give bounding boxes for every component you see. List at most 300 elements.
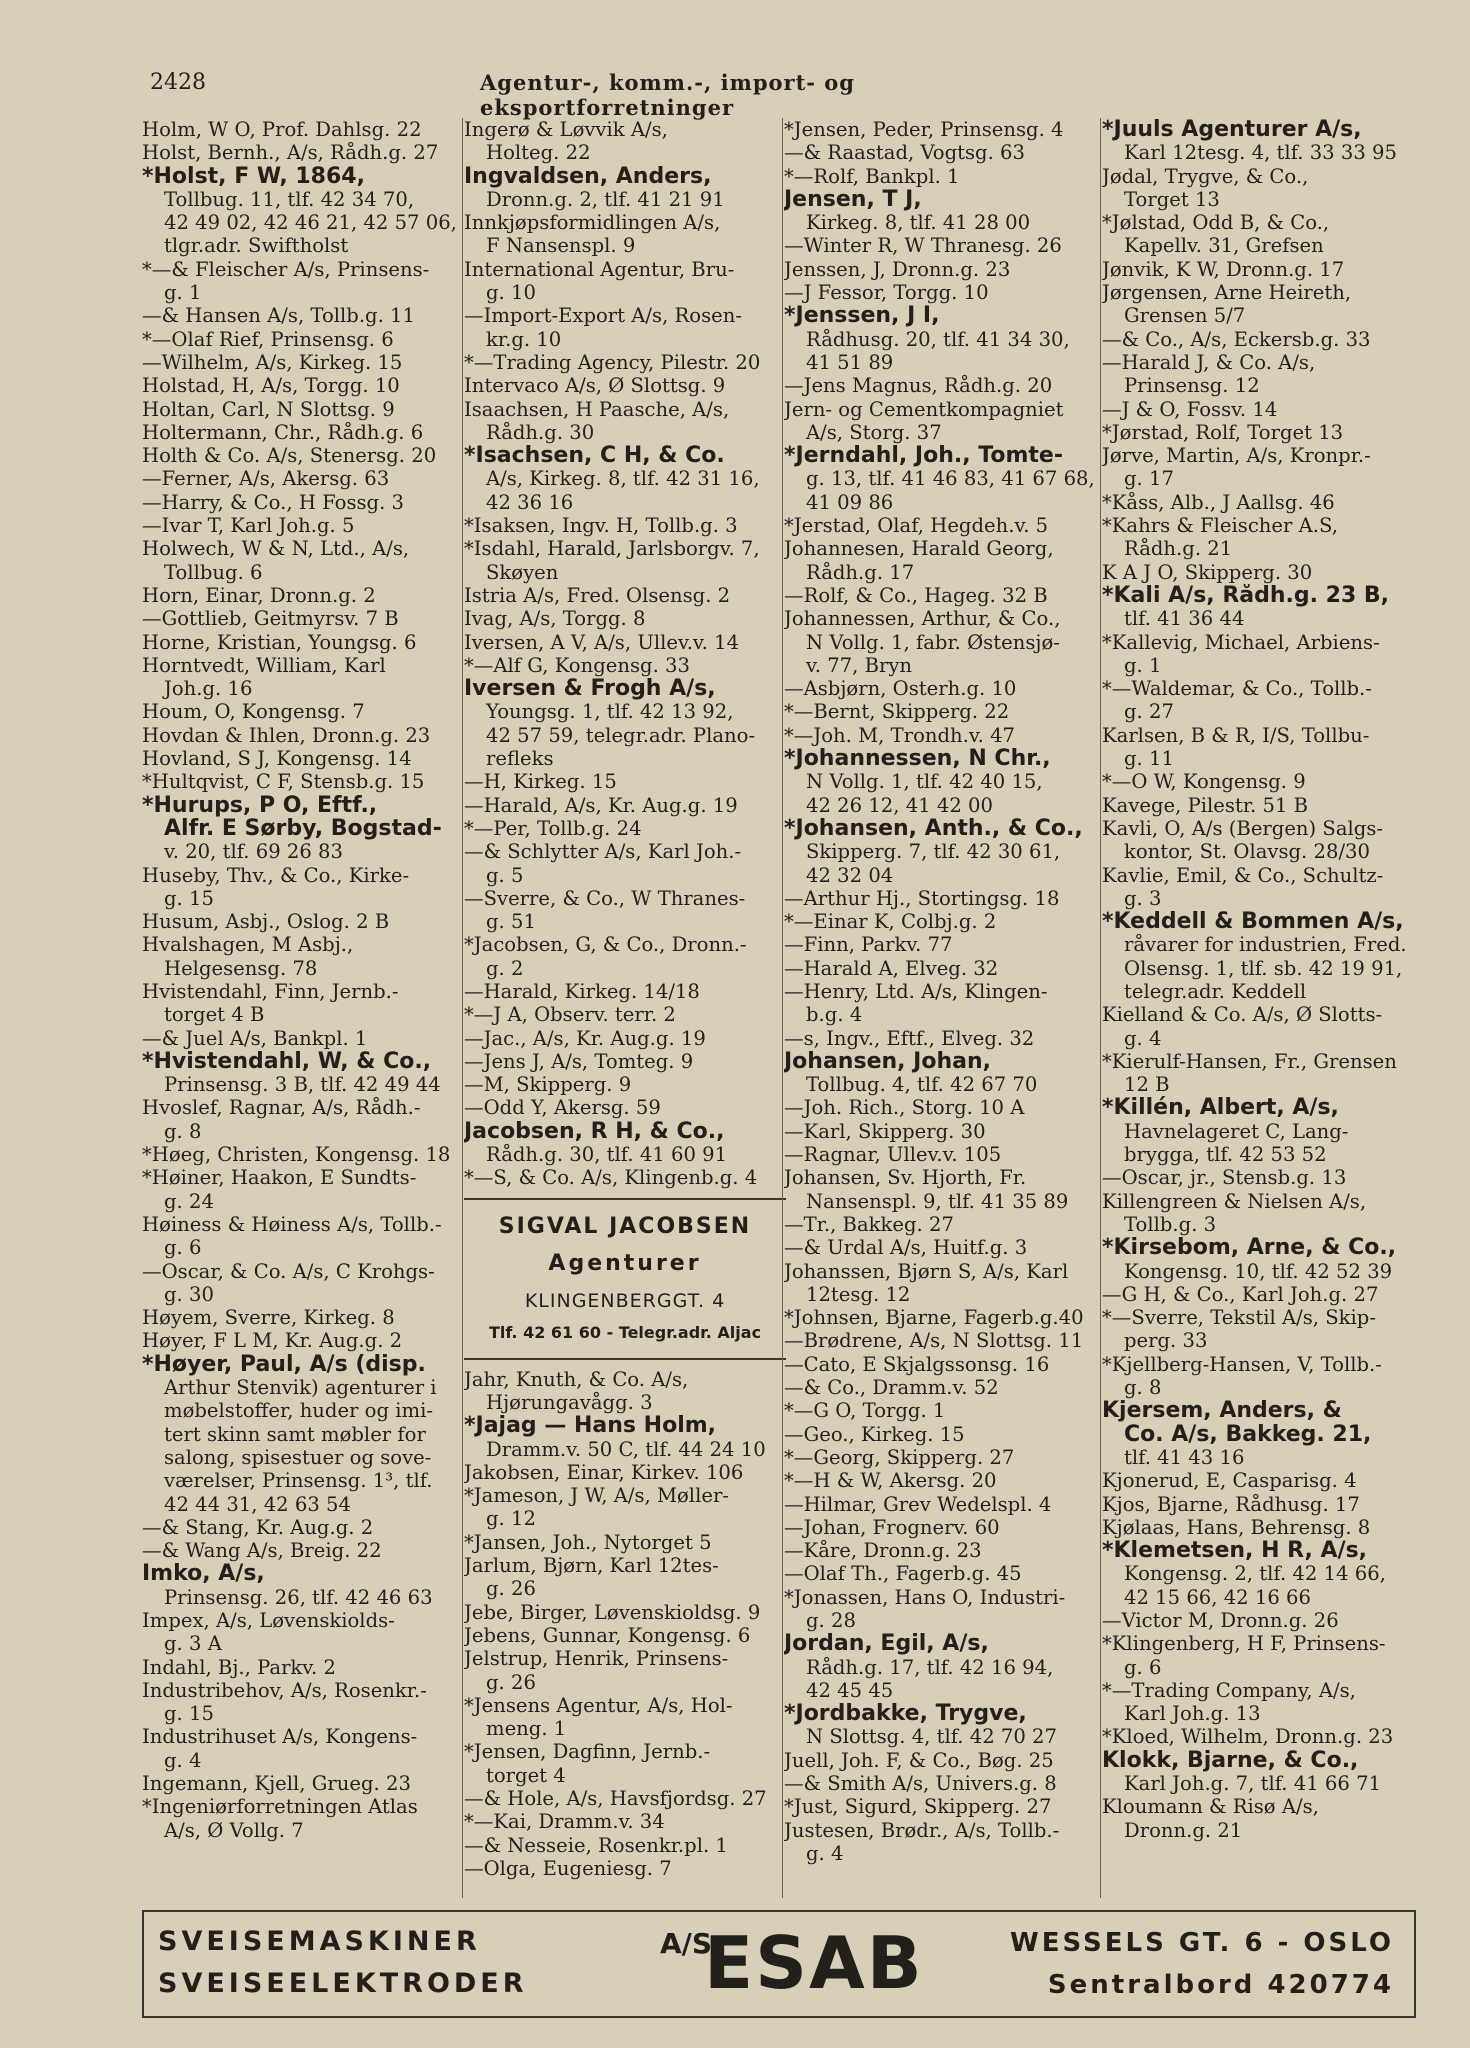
ad-subtitle: Agenturer — [548, 1250, 702, 1276]
directory-entry-line: Dronn.g. 21 — [1124, 1818, 1243, 1842]
directory-entry-line: Karl Joh.g. 7, tlf. 41 66 71 — [1124, 1772, 1382, 1796]
directory-entry-line: Kavlie, Emil, & Co., Schultz- — [1102, 863, 1384, 887]
directory-entry-line: g. 17 — [1124, 467, 1174, 491]
directory-entry-line: —& Smith A/s, Univers.g. 8 — [784, 1772, 1057, 1796]
directory-entry-line: —Johan, Frognerv. 60 — [784, 1515, 1000, 1539]
directory-entry-line: Rådh.g. 30 — [486, 420, 595, 444]
directory-entry-line: —Wilhelm, A/s, Kirkeg. 15 — [142, 350, 403, 374]
directory-entry-line: Olsensg. 1, tlf. sb. 42 19 91, — [1124, 956, 1403, 980]
directory-entry-line: *Jajag — Hans Holm, — [464, 1414, 717, 1438]
directory-entry-line: *—Georg, Skipperg. 27 — [784, 1445, 1015, 1469]
directory-entry-line: Helgesensg. 78 — [164, 956, 318, 980]
directory-entry-line: Holstad, H, A/s, Torgg. 10 — [142, 374, 400, 398]
directory-entry-line: Imko, A/s, — [142, 1562, 265, 1586]
directory-entry-line: *Jensens Agentur, A/s, Hol- — [464, 1693, 733, 1717]
directory-entry-line: —& Stang, Kr. Aug.g. 2 — [142, 1515, 374, 1539]
directory-entry-line: Justesen, Brødr., A/s, Tollb.- — [784, 1818, 1060, 1842]
directory-entry-line: g. 30 — [164, 1282, 214, 1306]
directory-entry-line: —s, Ingv., Eftf., Elveg. 32 — [784, 1026, 1035, 1050]
directory-entry-line: Industrihuset A/s, Kongens- — [142, 1725, 418, 1749]
directory-entry-line: 42 57 59, telegr.adr. Plano- — [486, 723, 756, 747]
directory-entry-line: g. 12 — [486, 1507, 536, 1531]
directory-entry-line: g. 8 — [1124, 1376, 1162, 1400]
directory-entry-line: Holth & Co. A/s, Stenersg. 20 — [142, 444, 437, 468]
directory-entry-line: v. 20, tlf. 69 26 83 — [164, 840, 343, 864]
directory-entry-line: —Jens J, A/s, Tomteg. 9 — [464, 1049, 694, 1073]
directory-entry-line: *—Sverre, Tekstil A/s, Skip- — [1102, 1306, 1376, 1330]
directory-entry-line: Rådhusg. 20, tlf. 41 34 30, — [806, 327, 1070, 351]
directory-entry-line: Jønvik, K W, Dronn.g. 17 — [1102, 257, 1345, 281]
directory-entry-line: Rådh.g. 17 — [806, 560, 915, 584]
directory-entry-line: Torget 13 — [1124, 187, 1220, 211]
directory-entry-line: —H, Kirkeg. 15 — [464, 770, 617, 794]
directory-entry-line: Kongensg. 10, tlf. 42 52 39 — [1124, 1259, 1393, 1283]
directory-entry-line: Havnelageret C, Lang- — [1124, 1119, 1349, 1143]
directory-entry-line: telegr.adr. Keddell — [1124, 979, 1307, 1003]
directory-entry-line: g. 1 — [1124, 653, 1162, 677]
directory-entry-line: *Kali A/s, Rådh.g. 23 B, — [1102, 583, 1390, 608]
directory-entry-line: A/s, Ø Vollg. 7 — [164, 1818, 304, 1842]
directory-entry-line: A/s, Kirkeg. 8, tlf. 42 31 16, — [486, 467, 760, 491]
directory-entry-line: *—Trading Company, A/s, — [1102, 1678, 1356, 1702]
directory-entry-line: Killengreen & Nielsen A/s, — [1102, 1189, 1367, 1213]
directory-entry-line: g. 10 — [486, 281, 536, 305]
directory-entry-line: Johanssen, Bjørn S, A/s, Karl — [784, 1259, 1069, 1283]
directory-entry-line: Iversen & Frogh A/s, — [464, 677, 716, 701]
directory-entry-line: Joh.g. 16 — [164, 677, 253, 701]
directory-entry-line: —Joh. Rich., Storg. 10 A — [784, 1096, 1025, 1120]
directory-entry-line: —Karl, Skipperg. 30 — [784, 1119, 986, 1143]
directory-entry-line: g. 5 — [486, 863, 524, 887]
directory-entry-line: —& Co., A/s, Eckersb.g. 33 — [1102, 327, 1371, 351]
directory-entry-line: *Kjellberg-Hansen, V, Tollb.- — [1102, 1352, 1382, 1376]
directory-entry-line: —Olaf Th., Fagerb.g. 45 — [784, 1562, 1022, 1586]
directory-entry-line: 42 49 02, 42 46 21, 42 57 06, — [164, 211, 457, 235]
ad-right-line-2: Sentralbord 420774 — [1047, 1970, 1394, 2000]
directory-entry-line: brygga, tlf. 42 53 52 — [1124, 1143, 1327, 1167]
directory-entry-line: *—Per, Tollb.g. 24 — [464, 816, 642, 840]
directory-entry-line: *—J A, Observ. terr. 2 — [464, 1003, 676, 1027]
directory-entry-line: Nansenspl. 9, tlf. 41 35 89 — [806, 1189, 1069, 1213]
directory-entry-line: Karlsen, B & R, I/S, Tollbu- — [1102, 723, 1370, 747]
directory-entry-line: —& Hansen A/s, Tollb.g. 11 — [142, 304, 415, 328]
directory-entry-line: Alfr. E Sørby, Bogstad- — [164, 816, 442, 841]
directory-entry-line: Horn, Einar, Dronn.g. 2 — [142, 583, 376, 607]
directory-entry-line: *—Joh. M, Trondh.v. 47 — [784, 723, 1016, 747]
directory-entry-line: Tollbug. 6 — [164, 560, 263, 584]
directory-entry-line: Johannesen, Harald Georg, — [784, 537, 1054, 561]
sigval-jacobsen-ad — [464, 1198, 786, 1360]
directory-entry-line: —& Hole, A/s, Havsfjordsg. 27 — [464, 1787, 767, 1810]
directory-entry-line: —Victor M, Dronn.g. 26 — [1102, 1609, 1339, 1632]
directory-entry-line: g. 6 — [164, 1236, 202, 1260]
directory-entry-line: g. 28 — [806, 1609, 856, 1632]
directory-entry-line: g. 13, tlf. 41 46 83, 41 67 68, — [806, 467, 1095, 491]
directory-entry-line: *Jameson, J W, A/s, Møller- — [464, 1484, 729, 1508]
directory-entry-line: Kjølaas, Hans, Behrensg. 8 — [1102, 1515, 1371, 1539]
directory-entry-line: Karl 12tesg. 4, tlf. 33 33 95 — [1124, 141, 1397, 165]
directory-entry-line: Skipperg. 7, tlf. 42 30 61, — [806, 840, 1061, 864]
directory-entry-line: *Just, Sigurd, Skipperg. 27 — [784, 1795, 1052, 1819]
directory-entry-line: 42 45 45 — [806, 1678, 894, 1702]
directory-entry-line: *Jølstad, Odd B, & Co., — [1102, 211, 1330, 235]
directory-entry-line: *Isachsen, C H, & Co. — [464, 444, 725, 468]
directory-entry-line: Ivag, A/s, Torgg. 8 — [464, 607, 646, 631]
directory-entry-line: *Kåss, Alb., J Aallsg. 46 — [1102, 490, 1335, 514]
directory-entry-line: *Jordbakke, Trygve, — [784, 1702, 1027, 1726]
directory-entry-line: Jarlum, Bjørn, Karl 12tes- — [464, 1554, 719, 1578]
directory-entry-line: Holst, Bernh., A/s, Rådh.g. 27 — [142, 141, 439, 165]
ad-right-line-1: WESSELS GT. 6 - OSLO — [1010, 1928, 1394, 1958]
directory-entry-line: —Oscar, & Co. A/s, C Krohgs- — [142, 1259, 435, 1283]
ad-address: KLINGENBERGGT. 4 — [524, 1289, 726, 1312]
directory-entry-line: Horne, Kristian, Youngsg. 6 — [142, 630, 417, 654]
directory-entry-line: *Holst, F W, 1864, — [142, 164, 365, 188]
directory-entry-line: International Agentur, Bru- — [464, 257, 735, 281]
directory-entry-line: Kloumann & Risø A/s, — [1102, 1795, 1319, 1819]
directory-entry-line: 41 51 89 — [806, 350, 894, 374]
directory-entry-line: *—G O, Torgg. 1 — [784, 1399, 946, 1423]
directory-entry-line: Rådh.g. 21 — [1124, 537, 1233, 561]
directory-entry-line: —G H, & Co., Karl Joh.g. 27 — [1102, 1282, 1379, 1306]
directory-entry-line: *Jonassen, Hans O, Industri- — [784, 1585, 1066, 1609]
directory-entry-line: Houm, O, Kongensg. 7 — [142, 700, 365, 724]
page-number: 2428 — [150, 70, 206, 95]
directory-entry-line: Skøyen — [486, 560, 559, 584]
directory-entry-line: —Jac., A/s, Kr. Aug.g. 19 — [464, 1026, 706, 1050]
directory-entry-line: —Rolf, & Co., Hageg. 32 B — [784, 583, 1048, 607]
directory-entry-line: Johansen, Sv. Hjorth, Fr. — [784, 1166, 1027, 1190]
directory-entry-line: —Henry, Ltd. A/s, Klingen- — [784, 979, 1048, 1003]
directory-entry-line: Johannessen, Arthur, & Co., — [784, 607, 1061, 631]
directory-entry-line: Iversen, A V, A/s, Ullev.v. 14 — [464, 630, 740, 654]
ad-contact: Tlf. 42 61 60 - Telegr.adr. Aljac — [488, 1322, 762, 1342]
directory-entry-line: Hvistendahl, Finn, Jernb.- — [142, 979, 399, 1003]
directory-entry-line: Grensen 5/7 — [1124, 304, 1246, 328]
directory-entry-line: Kavege, Pilestr. 51 B — [1102, 793, 1309, 817]
directory-entry-line: Ingemann, Kjell, Grueg. 23 — [142, 1772, 411, 1796]
directory-entry-line: Holwech, W & N, Ltd., A/s, — [142, 537, 410, 561]
directory-entry-line: *—Olaf Rief, Prinsensg. 6 — [142, 327, 394, 351]
directory-entry-line: —Arthur Hj., Stortingsg. 18 — [784, 886, 1060, 910]
directory-entry-line: Rådh.g. 17, tlf. 42 16 94, — [806, 1655, 1054, 1679]
directory-entry-line: v. 77, Bryn — [806, 653, 913, 677]
directory-entry-line: Jahr, Knuth, & Co. A/s, — [464, 1367, 689, 1391]
directory-entry-line: *—O W, Kongensg. 9 — [1102, 770, 1306, 794]
directory-entry-line: —Kåre, Dronn.g. 23 — [784, 1539, 982, 1563]
directory-entry-line: Juell, Joh. F, & Co., Bøg. 25 — [784, 1748, 1054, 1772]
directory-entry-line: *Kallevig, Michael, Arbiens- — [1102, 630, 1380, 654]
esab-logo: ESAB — [704, 1921, 924, 2005]
directory-entry-line: —Harald A, Elveg. 32 — [784, 956, 999, 980]
ad-left-line-1: SVEISEMASKINER — [158, 1926, 481, 1957]
directory-entry-line: —& Wang A/s, Breig. 22 — [142, 1539, 382, 1563]
directory-entry-line: Huseby, Thv., & Co., Kirke- — [142, 863, 410, 887]
directory-entry-line: *Kloed, Wilhelm, Dronn.g. 23 — [1102, 1725, 1394, 1749]
directory-entry-line: g. 3 A — [164, 1632, 222, 1656]
directory-entry-line: *—H & W, Akersg. 20 — [784, 1469, 997, 1493]
directory-entry-line: *Høeg, Christen, Kongensg. 18 — [142, 1143, 451, 1167]
directory-entry-line: salong, spisestuer og sove- — [164, 1445, 432, 1469]
esab-logo-prefix: A/S — [660, 1927, 713, 1960]
directory-entry-line: Ingerø & Løvvik A/s, — [464, 118, 668, 141]
directory-entry-line: —Brødrene, A/s, N Slottsg. 11 — [784, 1329, 1084, 1353]
directory-entry-line: Kielland & Co. A/s, Ø Slotts- — [1102, 1003, 1383, 1027]
directory-entry-line: Jacobsen, R H, & Co., — [464, 1119, 725, 1144]
directory-entry-line: *Jansen, Joh., Nytorget 5 — [464, 1530, 712, 1554]
directory-entry-line: Jødal, Trygve, & Co., — [1102, 164, 1309, 188]
directory-entry-line: —Gottlieb, Geitmyrsv. 7 B — [142, 607, 399, 631]
ad-left-line-2: SVEISEELEKTRODER — [158, 1968, 528, 1999]
directory-entry-line: meng. 1 — [486, 1717, 567, 1741]
directory-entry-line: *Høyer, Paul, A/s (disp. — [142, 1352, 426, 1377]
directory-entry-line: —Jens Magnus, Rådh.g. 20 — [784, 374, 1053, 398]
directory-entry-line: Intervaco A/s, Ø Slottsg. 9 — [464, 374, 726, 398]
directory-entry-line: —& Raastad, Vogtsg. 63 — [784, 141, 1025, 165]
directory-entry-line: F Nansenspl. 9 — [486, 234, 636, 258]
directory-entry-line: N Vollg. 1, fabr. Østensjø- — [806, 630, 1060, 654]
directory-entry-line: Dronn.g. 2, tlf. 41 21 91 — [486, 187, 725, 211]
directory-entry-line: 42 44 31, 42 63 54 — [164, 1492, 351, 1516]
directory-entry-line: —Finn, Parkv. 77 — [784, 933, 953, 957]
directory-entry-line: Karl Joh.g. 13 — [1124, 1702, 1261, 1726]
directory-entry-line: —Sverre, & Co., W Thranes- — [464, 886, 746, 910]
directory-entry-line: Klokk, Bjarne, & Co., — [1102, 1748, 1359, 1773]
directory-entry-line: —Winter R, W Thranesg. 26 — [784, 234, 1062, 258]
directory-entry-line: tlf. 41 43 16 — [1124, 1445, 1245, 1469]
directory-entry-line: Arthur Stenvik) agenturer i — [164, 1376, 437, 1400]
directory-entry-line: Jensen, T J, — [784, 187, 922, 212]
directory-entry-line: g. 2 — [486, 956, 524, 980]
directory-entry-line: N Slottsg. 4, tlf. 42 70 27 — [806, 1725, 1057, 1749]
directory-entry-line: Innkjøpsformidlingen A/s, — [464, 211, 721, 235]
directory-entry-line: Rådh.g. 30, tlf. 41 60 91 — [486, 1143, 728, 1167]
directory-entry-line: *Kirsebom, Arne, & Co., — [1102, 1236, 1397, 1260]
directory-entry-line: Holteg. 22 — [486, 141, 591, 165]
directory-entry-line: tert skinn samt møbler for — [164, 1422, 426, 1446]
directory-entry-line: Hvalshagen, M Asbj., — [142, 933, 354, 957]
directory-entry-line: g. 15 — [164, 886, 214, 910]
directory-entry-line: —Harald, A/s, Kr. Aug.g. 19 — [464, 793, 738, 817]
directory-entry-line: Jern- og Cementkompagniet — [784, 397, 1064, 421]
directory-entry-line: g. 3 — [1124, 886, 1162, 910]
directory-entry-line: *Killén, Albert, A/s, — [1102, 1096, 1339, 1120]
directory-entry-line: Jørve, Martin, A/s, Kronpr.- — [1102, 444, 1371, 468]
directory-entry-line: Horntvedt, William, Karl — [142, 653, 386, 677]
directory-entry-line: 42 36 16 — [486, 490, 574, 514]
directory-entry-line: Johansen, Johan, — [784, 1049, 991, 1074]
directory-entry-line: g. 6 — [1124, 1655, 1162, 1679]
directory-entry-line: g. 26 — [486, 1670, 536, 1694]
directory-entry-line: g. 26 — [486, 1577, 536, 1601]
directory-entry-line: Kapellv. 31, Grefsen — [1124, 234, 1324, 258]
directory-entry-line: Holtermann, Chr., Rådh.g. 6 — [142, 420, 424, 444]
directory-entry-line: —M, Skipperg. 9 — [464, 1073, 632, 1097]
directory-entry-line: torget 4 — [486, 1763, 566, 1787]
directory-entry-line: *Hvistendahl, W, & Co., — [142, 1049, 432, 1074]
directory-entry-line: Ingvaldsen, Anders, — [464, 164, 712, 188]
directory-entry-line: 12tesg. 12 — [806, 1282, 911, 1306]
directory-entry-line: —Ferner, A/s, Akersg. 63 — [142, 467, 390, 491]
directory-entry-line: *Jerndahl, Joh., Tomte- — [784, 444, 1063, 468]
column-divider — [782, 118, 783, 1898]
directory-entry-line: *Hurups, P O, Eftf., — [142, 793, 378, 817]
directory-entry-line: kr.g. 10 — [486, 327, 562, 351]
directory-entry-line: Prinsensg. 26, tlf. 42 46 63 — [164, 1585, 433, 1609]
directory-entry-line: *Kahrs & Fleischer A.S, — [1102, 514, 1338, 538]
directory-entry-line: *Klemetsen, H R, A/s, — [1102, 1539, 1368, 1563]
directory-entry-line: refleks — [486, 747, 554, 771]
directory-entry-line: kontor, St. Olavsg. 28/30 — [1124, 840, 1370, 864]
directory-entry-line: Jebens, Gunnar, Kongensg. 6 — [464, 1623, 751, 1647]
directory-entry-line: møbelstoffer, huder og imi- — [164, 1399, 433, 1423]
column-divider — [462, 118, 463, 1898]
directory-entry-line: g. 4 — [806, 1841, 844, 1865]
directory-entry-line: Kongensg. 2, tlf. 42 14 66, — [1124, 1562, 1386, 1586]
directory-entry-line: 12 B — [1124, 1073, 1170, 1097]
directory-entry-line: —& Urdal A/s, Huitf.g. 3 — [784, 1236, 1028, 1260]
column-2 — [464, 118, 786, 1898]
directory-entry-line: Holm, W O, Prof. Dahlsg. 22 — [142, 118, 422, 141]
directory-entry-line: —Ivar T, Karl Joh.g. 5 — [142, 514, 355, 538]
directory-entry-line: Kirkeg. 8, tlf. 41 28 00 — [806, 211, 1031, 235]
directory-entry-line: *Hultqvist, C F, Stensb.g. 15 — [142, 770, 425, 794]
directory-entry-line: Kjersem, Anders, & — [1102, 1399, 1342, 1423]
directory-entry-line: Jordan, Egil, A/s, — [784, 1632, 989, 1656]
directory-entry-line: —Harald J, & Co. A/s, — [1102, 350, 1316, 374]
directory-entry-line: —Tr., Bakkeg. 27 — [784, 1212, 954, 1236]
directory-entry-line: Jørgensen, Arne Heireth, — [1102, 281, 1352, 305]
directory-entry-line: —Cato, E Skjalgssonsg. 16 — [784, 1352, 1050, 1376]
directory-entry-line: Industribehov, A/s, Rosenkr.- — [142, 1678, 427, 1702]
directory-entry-line: Dramm.v. 50 C, tlf. 44 24 10 — [486, 1437, 766, 1461]
directory-entry-line: N Vollg. 1, tlf. 42 40 15, — [806, 770, 1043, 794]
directory-entry-line: *—Rolf, Bankpl. 1 — [784, 164, 960, 188]
directory-entry-line: —Odd Y, Akersg. 59 — [464, 1096, 661, 1120]
directory-entry-line: *Høiner, Haakon, E Sundts- — [142, 1166, 417, 1190]
directory-entry-line: Kavli, O, A/s (Bergen) Salgs- — [1102, 816, 1384, 840]
directory-entry-line: —& Juel A/s, Bankpl. 1 — [142, 1026, 368, 1050]
directory-entry-line: Prinsensg. 3 B, tlf. 42 49 44 — [164, 1073, 441, 1097]
directory-entry-line: K A J O, Skipperg. 30 — [1102, 560, 1313, 584]
directory-entry-line: g. 11 — [1124, 747, 1174, 771]
directory-entry-line: *Jacobsen, G, & Co., Dronn.- — [464, 933, 747, 957]
directory-entry-line: torget 4 B — [164, 1003, 265, 1027]
directory-entry-line: b.g. 4 — [806, 1003, 863, 1027]
column-4 — [1102, 118, 1424, 1898]
directory-entry-line: *Johnsen, Bjarne, Fagerb.g.40 — [784, 1306, 1084, 1330]
esab-advertisement — [142, 1910, 1416, 2018]
directory-entry-line: værelser, Prinsensg. 1³, tlf. — [164, 1469, 433, 1493]
directory-entry-line: Hjørungavågg. 3 — [486, 1390, 653, 1414]
directory-entry-line: g. 1 — [164, 281, 202, 305]
directory-entry-line: Tollbug. 11, tlf. 42 34 70, — [164, 187, 415, 211]
directory-entry-line: *Johannessen, N Chr., — [784, 747, 1051, 771]
directory-entry-line: perg. 33 — [1124, 1329, 1208, 1353]
directory-entry-line: g. 51 — [486, 910, 536, 934]
directory-entry-line: *—Waldemar, & Co., Tollb.- — [1102, 677, 1372, 701]
directory-entry-line: —Harald, Kirkeg. 14/18 — [464, 979, 700, 1003]
directory-entry-line: g. 8 — [164, 1119, 202, 1143]
directory-entry-line: g. 15 — [164, 1702, 214, 1726]
directory-entry-line: —& Nesseie, Rosenkr.pl. 1 — [464, 1833, 728, 1857]
directory-entry-line: råvarer for industrien, Fred. — [1124, 933, 1407, 957]
directory-entry-line: *Jerstad, Olaf, Hegdeh.v. 5 — [784, 514, 1049, 538]
directory-entry-line: *Isaksen, Ingv. H, Tollb.g. 3 — [464, 514, 738, 538]
directory-entry-line: Hovdan & Ihlen, Dronn.g. 23 — [142, 723, 431, 747]
directory-entry-line: Jelstrup, Henrik, Prinsens- — [464, 1647, 729, 1671]
directory-entry-line: —Hilmar, Grev Wedelspl. 4 — [784, 1492, 1052, 1516]
directory-entry-line: Hovland, S J, Kongensg. 14 — [142, 747, 412, 771]
directory-entry-line: Youngsg. 1, tlf. 42 13 92, — [486, 700, 734, 724]
directory-entry-line: Holtan, Carl, N Slottsg. 9 — [142, 397, 395, 421]
directory-entry-line: g. 24 — [164, 1189, 214, 1213]
directory-entry-line: Hvoslef, Ragnar, A/s, Rådh.- — [142, 1096, 421, 1120]
directory-entry-line: *—Alf G, Kongensg. 33 — [464, 653, 690, 677]
directory-entry-line: g. 4 — [1124, 1026, 1162, 1050]
directory-entry-line: *—S, & Co. A/s, Klingenb.g. 4 — [464, 1166, 758, 1190]
directory-entry-line: 41 09 86 — [806, 490, 894, 514]
ad-name: SIGVAL JACOBSEN — [498, 1213, 752, 1239]
directory-entry-line: Kjonerud, E, Casparisg. 4 — [1102, 1469, 1357, 1493]
directory-entry-line: Isaachsen, H Paasche, A/s, — [464, 397, 730, 421]
column-divider — [1100, 118, 1101, 1898]
directory-entry-line: Høyem, Sverre, Kirkeg. 8 — [142, 1306, 395, 1330]
column-1 — [142, 118, 464, 1898]
directory-entry-line: *Isdahl, Harald, Jarlsborgv. 7, — [464, 537, 760, 561]
directory-entry-line: *Klingenberg, H F, Prinsens- — [1102, 1632, 1386, 1656]
directory-entry-line: Kjos, Bjarne, Rådhusg. 17 — [1102, 1492, 1360, 1516]
directory-entry-line: *—& Fleischer A/s, Prinsens- — [142, 257, 430, 281]
directory-entry-line: *Jensen, Peder, Prinsensg. 4 — [784, 118, 1064, 141]
directory-entry-line: Impex, A/s, Løvenskiolds- — [142, 1609, 395, 1632]
directory-entry-line: *Johansen, Anth., & Co., — [784, 816, 1083, 841]
page-title: Agentur-, komm.-, import- og eksportforretninger — [480, 70, 855, 120]
directory-entry-line: *Ingeniørforretningen Atlas — [142, 1795, 418, 1819]
directory-entry-line: Istria A/s, Fred. Olsensg. 2 — [464, 583, 731, 607]
directory-entry-line: Tollbug. 4, tlf. 42 67 70 — [806, 1073, 1038, 1097]
directory-entry-line: *—Kai, Dramm.v. 34 — [464, 1810, 665, 1834]
directory-entry-line: —Ragnar, Ullev.v. 105 — [784, 1143, 1002, 1167]
directory-entry-line: Husum, Asbj., Oslog. 2 B — [142, 910, 390, 934]
directory-entry-line: —Asbjørn, Osterh.g. 10 — [784, 677, 1017, 701]
directory-entry-line: —& Schlytter A/s, Karl Joh.- — [464, 840, 742, 864]
directory-entry-line: *Jørstad, Rolf, Torget 13 — [1102, 420, 1344, 444]
directory-entry-line: Høiness & Høiness A/s, Tollb.- — [142, 1212, 442, 1236]
directory-entry-line: 42 26 12, 41 42 00 — [806, 793, 993, 817]
directory-entry-line: tlf. 41 36 44 — [1124, 607, 1245, 631]
directory-entry-line: —Harry, & Co., H Fossg. 3 — [142, 490, 405, 514]
directory-entry-line: tlgr.adr. Swiftholst — [164, 234, 349, 258]
directory-entry-line: *Keddell & Bommen A/s, — [1102, 910, 1404, 934]
directory-entry-line: A/s, Storg. 37 — [806, 420, 942, 444]
directory-entry-line: *Jensen, Dagfinn, Jernb.- — [464, 1740, 711, 1764]
directory-entry-line: *Juuls Agenturer A/s, — [1102, 118, 1362, 142]
directory-entry-line: Jebe, Birger, Løvenskioldsg. 9 — [464, 1600, 761, 1624]
directory-entry-line: *—Trading Agency, Pilestr. 20 — [464, 350, 761, 374]
directory-entry-line: *—Bernt, Skipperg. 22 — [784, 700, 1010, 724]
directory-entry-line: *Jenssen, J I, — [784, 304, 940, 328]
directory-entry-line: —Import-Export A/s, Rosen- — [464, 304, 742, 328]
directory-entry-line: —& Co., Dramm.v. 52 — [784, 1376, 999, 1400]
directory-entry-line: —Olga, Eugeniesg. 7 — [464, 1856, 672, 1880]
directory-entry-line: 42 32 04 — [806, 863, 894, 887]
directory-entry-line: —J & O, Fossv. 14 — [1102, 397, 1278, 421]
directory-entry-line: —J Fessor, Torgg. 10 — [784, 281, 989, 305]
directory-entry-line: Co. A/s, Bakkeg. 21, — [1124, 1422, 1372, 1446]
directory-entry-line: —Geo., Kirkeg. 15 — [784, 1422, 965, 1446]
page-header — [150, 70, 1090, 120]
